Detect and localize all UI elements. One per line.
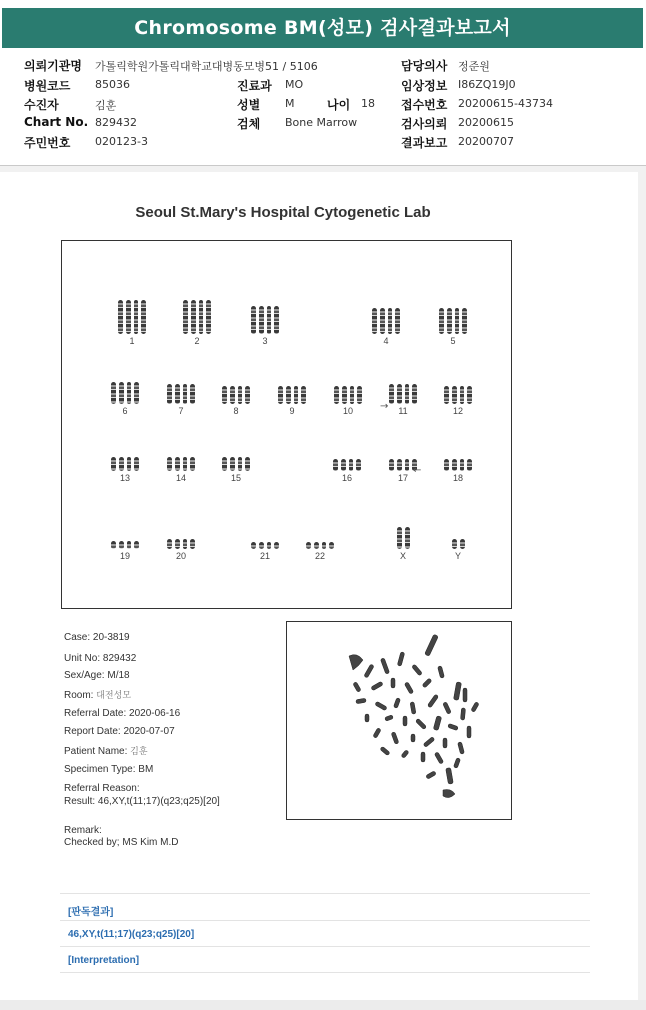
chromatid <box>167 457 172 471</box>
chromosome-label: 19 <box>119 551 130 561</box>
chromosome-pair-10 <box>334 386 362 416</box>
chromatid <box>294 386 299 404</box>
karyogram-image <box>61 240 512 609</box>
chromosome-pair-8 <box>222 386 250 416</box>
chromatid <box>333 459 338 471</box>
chromatid <box>127 457 132 471</box>
chromatid <box>397 459 402 471</box>
chromatid <box>127 541 132 549</box>
sex-value: M <box>285 97 295 110</box>
referral-date: Referral Date: 2020-06-16 <box>64 708 181 719</box>
age-value: 18 <box>361 97 375 110</box>
chromatid <box>183 384 188 404</box>
chromosome-label: 7 <box>178 406 184 416</box>
chromosome-pair-13 <box>111 457 139 483</box>
chromatid <box>230 457 235 471</box>
chromatid <box>134 457 139 471</box>
chromosome-label: 20 <box>175 551 186 561</box>
chromatid <box>119 382 124 404</box>
chromatid <box>111 541 116 549</box>
chromosome-label: 4 <box>383 336 389 346</box>
clinical-label: 임상정보 <box>401 79 448 93</box>
chromatid <box>251 306 256 334</box>
chromosome-pair-22 <box>306 542 334 561</box>
chromosome-label: 14 <box>175 473 186 483</box>
chromosome-label: 18 <box>452 473 463 483</box>
chromatid <box>462 308 467 334</box>
chromatid <box>306 542 311 549</box>
report-title: Chromosome BM(성모) 검사결과보고서 <box>2 8 643 48</box>
chromosome-label: 15 <box>230 473 241 483</box>
chromosome-label: X <box>399 551 406 561</box>
chromosome-pair-12 <box>444 386 472 416</box>
referral-reason: Referral Reason: <box>64 783 140 794</box>
rrn-value: 020123-3 <box>95 135 148 148</box>
chromatid <box>134 382 139 404</box>
checked-by-label: Checked by; <box>64 837 120 848</box>
receipt-label: 접수번호 <box>401 98 448 112</box>
chromatid <box>245 457 250 471</box>
chromosome-label: Y <box>454 551 461 561</box>
chromatid <box>267 306 272 334</box>
report-date: Report Date: 2020-07-07 <box>64 726 175 737</box>
institution-label: 의뢰기관명 <box>24 59 82 73</box>
chromosome-pair-1 <box>118 300 146 346</box>
remark: Remark: <box>64 825 102 836</box>
chromosome-label: 12 <box>452 406 463 416</box>
chromatid <box>274 542 279 549</box>
chromatid <box>389 384 394 404</box>
doctor-value: 정준원 <box>458 60 490 73</box>
chromatid <box>167 384 172 404</box>
divider <box>60 920 590 921</box>
clinical-value: I86ZQ19J0 <box>458 78 516 91</box>
chromatid <box>274 306 279 334</box>
chromosome-label: 9 <box>289 406 295 416</box>
chromosome-label: 6 <box>122 406 128 416</box>
chromosome-pair-20 <box>167 539 195 561</box>
chromosome-label: 1 <box>129 336 135 346</box>
patient-name-value: 김훈 <box>130 746 148 756</box>
chromatid <box>238 457 243 471</box>
chromatid <box>259 542 264 549</box>
chromatid <box>278 386 283 404</box>
chromosome-pair-15 <box>222 457 250 483</box>
chromosome-pair-5 <box>439 308 467 346</box>
patient-label: 수진자 <box>24 98 59 112</box>
chromatid <box>467 459 472 471</box>
chromatid <box>118 300 123 334</box>
chromatid <box>301 386 306 404</box>
chromatid <box>395 308 400 334</box>
metaphase-spread-drawing <box>287 622 512 820</box>
chromatid <box>111 457 116 471</box>
chromatid <box>190 384 195 404</box>
chromosome-pair-3 <box>251 306 279 346</box>
chromatid <box>397 527 402 549</box>
dept-label: 진료과 <box>237 79 272 93</box>
chromatid <box>467 386 472 404</box>
chromosome-label: 3 <box>262 336 268 346</box>
chromatid <box>460 459 465 471</box>
chromatid <box>245 386 250 404</box>
chromatid <box>119 457 124 471</box>
specimen-label: 검체 <box>237 117 261 131</box>
chromatid <box>267 542 272 549</box>
age-label: 나이 <box>327 98 351 112</box>
chromatid <box>397 384 402 404</box>
patient-name-label: Patient Name: <box>64 746 128 757</box>
specimen-type: Specimen Type: BM <box>64 764 154 775</box>
specimen-value: Bone Marrow <box>285 116 358 129</box>
dept-value: MO <box>285 78 304 91</box>
chromatid <box>175 539 180 549</box>
result-text: Result: 46,XY,t(11;17)(q23;q25)[20] <box>64 796 220 807</box>
room-label: Room: <box>64 690 94 701</box>
chromatid <box>134 541 139 549</box>
chromatid <box>447 308 452 334</box>
chromatid <box>286 386 291 404</box>
chromatid <box>341 459 346 471</box>
chromatid <box>388 308 393 334</box>
chromosome-label: 8 <box>233 406 239 416</box>
lab-title: Seoul St.Mary's Hospital Cytogenetic Lab <box>135 204 431 221</box>
chromosome-label: 17 <box>397 473 408 483</box>
patient-info-panel <box>0 52 646 164</box>
chromosome-pair-16 <box>333 459 361 483</box>
chromosome-pair-6 <box>111 382 139 416</box>
chromosome-label: 16 <box>341 473 352 483</box>
sex-age: Sex/Age: M/18 <box>64 670 130 681</box>
chromosome-pair-2 <box>183 300 211 346</box>
interpretation-heading: [판독결과] <box>68 907 114 918</box>
hospital-code-label: 병원코드 <box>24 79 71 93</box>
unit-number: Unit No: 829432 <box>64 653 137 664</box>
chromatid <box>119 541 124 549</box>
institution-value: 가톨릭학원가톨릭대학교대병동모병51 / 5106 <box>95 60 318 73</box>
chromosome-pair-Y <box>444 539 472 561</box>
report-date-value: 20200707 <box>458 135 514 148</box>
chromatid <box>452 539 457 549</box>
chromatid <box>350 386 355 404</box>
chromosome-label: 10 <box>342 406 353 416</box>
chromatid <box>412 384 417 404</box>
chromatid <box>452 459 457 471</box>
chromatid <box>167 539 172 549</box>
chromosome-pair-7 <box>167 384 195 416</box>
report-date-label: 결과보고 <box>401 136 448 150</box>
chromatid <box>251 542 256 549</box>
chromatid <box>334 386 339 404</box>
chromatid <box>372 308 377 334</box>
divider <box>60 946 590 947</box>
chromatid <box>183 539 188 549</box>
chromatid <box>380 308 385 334</box>
chromatid <box>199 300 204 334</box>
chromatid <box>238 386 243 404</box>
chromosome-label: 13 <box>119 473 130 483</box>
chromatid <box>126 300 131 334</box>
chart-value: 829432 <box>95 116 137 129</box>
arrow-11: → <box>380 401 389 412</box>
chromatid <box>405 527 410 549</box>
chromatid <box>190 457 195 471</box>
divider <box>0 166 646 172</box>
divider <box>60 893 590 894</box>
checked-by <box>64 837 178 848</box>
request-value: 20200615 <box>458 116 514 129</box>
arrow-17: ← <box>413 465 422 476</box>
chromosome-pair-14 <box>167 457 195 483</box>
chromatid <box>314 542 319 549</box>
room-value: 대전성모 <box>96 690 132 700</box>
chromatid <box>322 542 327 549</box>
chromatid <box>127 382 132 404</box>
karyotype-result: 46,XY,t(11;17)(q23;q25)[20] <box>68 929 195 940</box>
chromatid <box>191 300 196 334</box>
hospital-code-value: 85036 <box>95 78 130 91</box>
chromatid <box>329 542 334 549</box>
patient-name <box>64 744 148 757</box>
scrollbar-track <box>638 166 646 1002</box>
doctor-label: 담당의사 <box>401 59 448 73</box>
chromatid <box>183 300 188 334</box>
chromatid <box>405 459 410 471</box>
chromatid <box>356 459 361 471</box>
chromatid <box>452 386 457 404</box>
chromosome-label: 22 <box>314 551 325 561</box>
chromosome-pair-X <box>389 527 417 561</box>
chromosome-pair-18 <box>444 459 472 483</box>
chromatid <box>259 306 264 334</box>
checked-by-value: MS Kim M.D <box>122 837 179 848</box>
chromatid <box>206 300 211 334</box>
chromatid <box>222 386 227 404</box>
room <box>64 688 131 701</box>
chromosome-label: 11 <box>398 406 408 416</box>
chromosome-pair-11 <box>389 384 417 416</box>
rrn-label: 주민번호 <box>24 136 71 150</box>
chromatid <box>134 300 139 334</box>
chromatid <box>357 386 362 404</box>
metaphase-spread-image <box>286 621 512 820</box>
chromatid <box>183 457 188 471</box>
sex-label: 성별 <box>237 98 261 112</box>
chromosome-pair-19 <box>111 541 139 561</box>
divider <box>60 972 590 973</box>
chromatid <box>455 308 460 334</box>
chromatid <box>444 386 449 404</box>
chart-label: Chart No. <box>24 115 89 129</box>
chromatid <box>342 386 347 404</box>
chromatid <box>230 386 235 404</box>
chromatid <box>111 382 116 404</box>
chromatid <box>460 386 465 404</box>
receipt-value: 20200615-43734 <box>458 97 553 110</box>
chromatid <box>349 459 354 471</box>
chromosome-pair-4 <box>372 308 400 346</box>
chromatid <box>460 539 465 549</box>
chromosome-pair-21 <box>251 542 279 561</box>
divider <box>0 1000 646 1010</box>
chromatid <box>439 308 444 334</box>
chromatid <box>444 459 449 471</box>
chromatid <box>175 384 180 404</box>
chromatid <box>405 384 410 404</box>
chromosome-label: 21 <box>259 551 270 561</box>
chromosome-label: 2 <box>194 336 200 346</box>
request-label: 검사의뢰 <box>401 117 448 131</box>
chromosome-label: 5 <box>450 336 456 346</box>
chromatid <box>175 457 180 471</box>
case-number: Case: 20-3819 <box>64 632 130 643</box>
interpretation-label: [Interpretation] <box>68 955 140 966</box>
chromatid <box>141 300 146 334</box>
chromatid <box>389 459 394 471</box>
chromatid <box>222 457 227 471</box>
chromosome-pair-9 <box>278 386 306 416</box>
patient-value: 김훈 <box>95 99 117 112</box>
chromatid <box>190 539 195 549</box>
